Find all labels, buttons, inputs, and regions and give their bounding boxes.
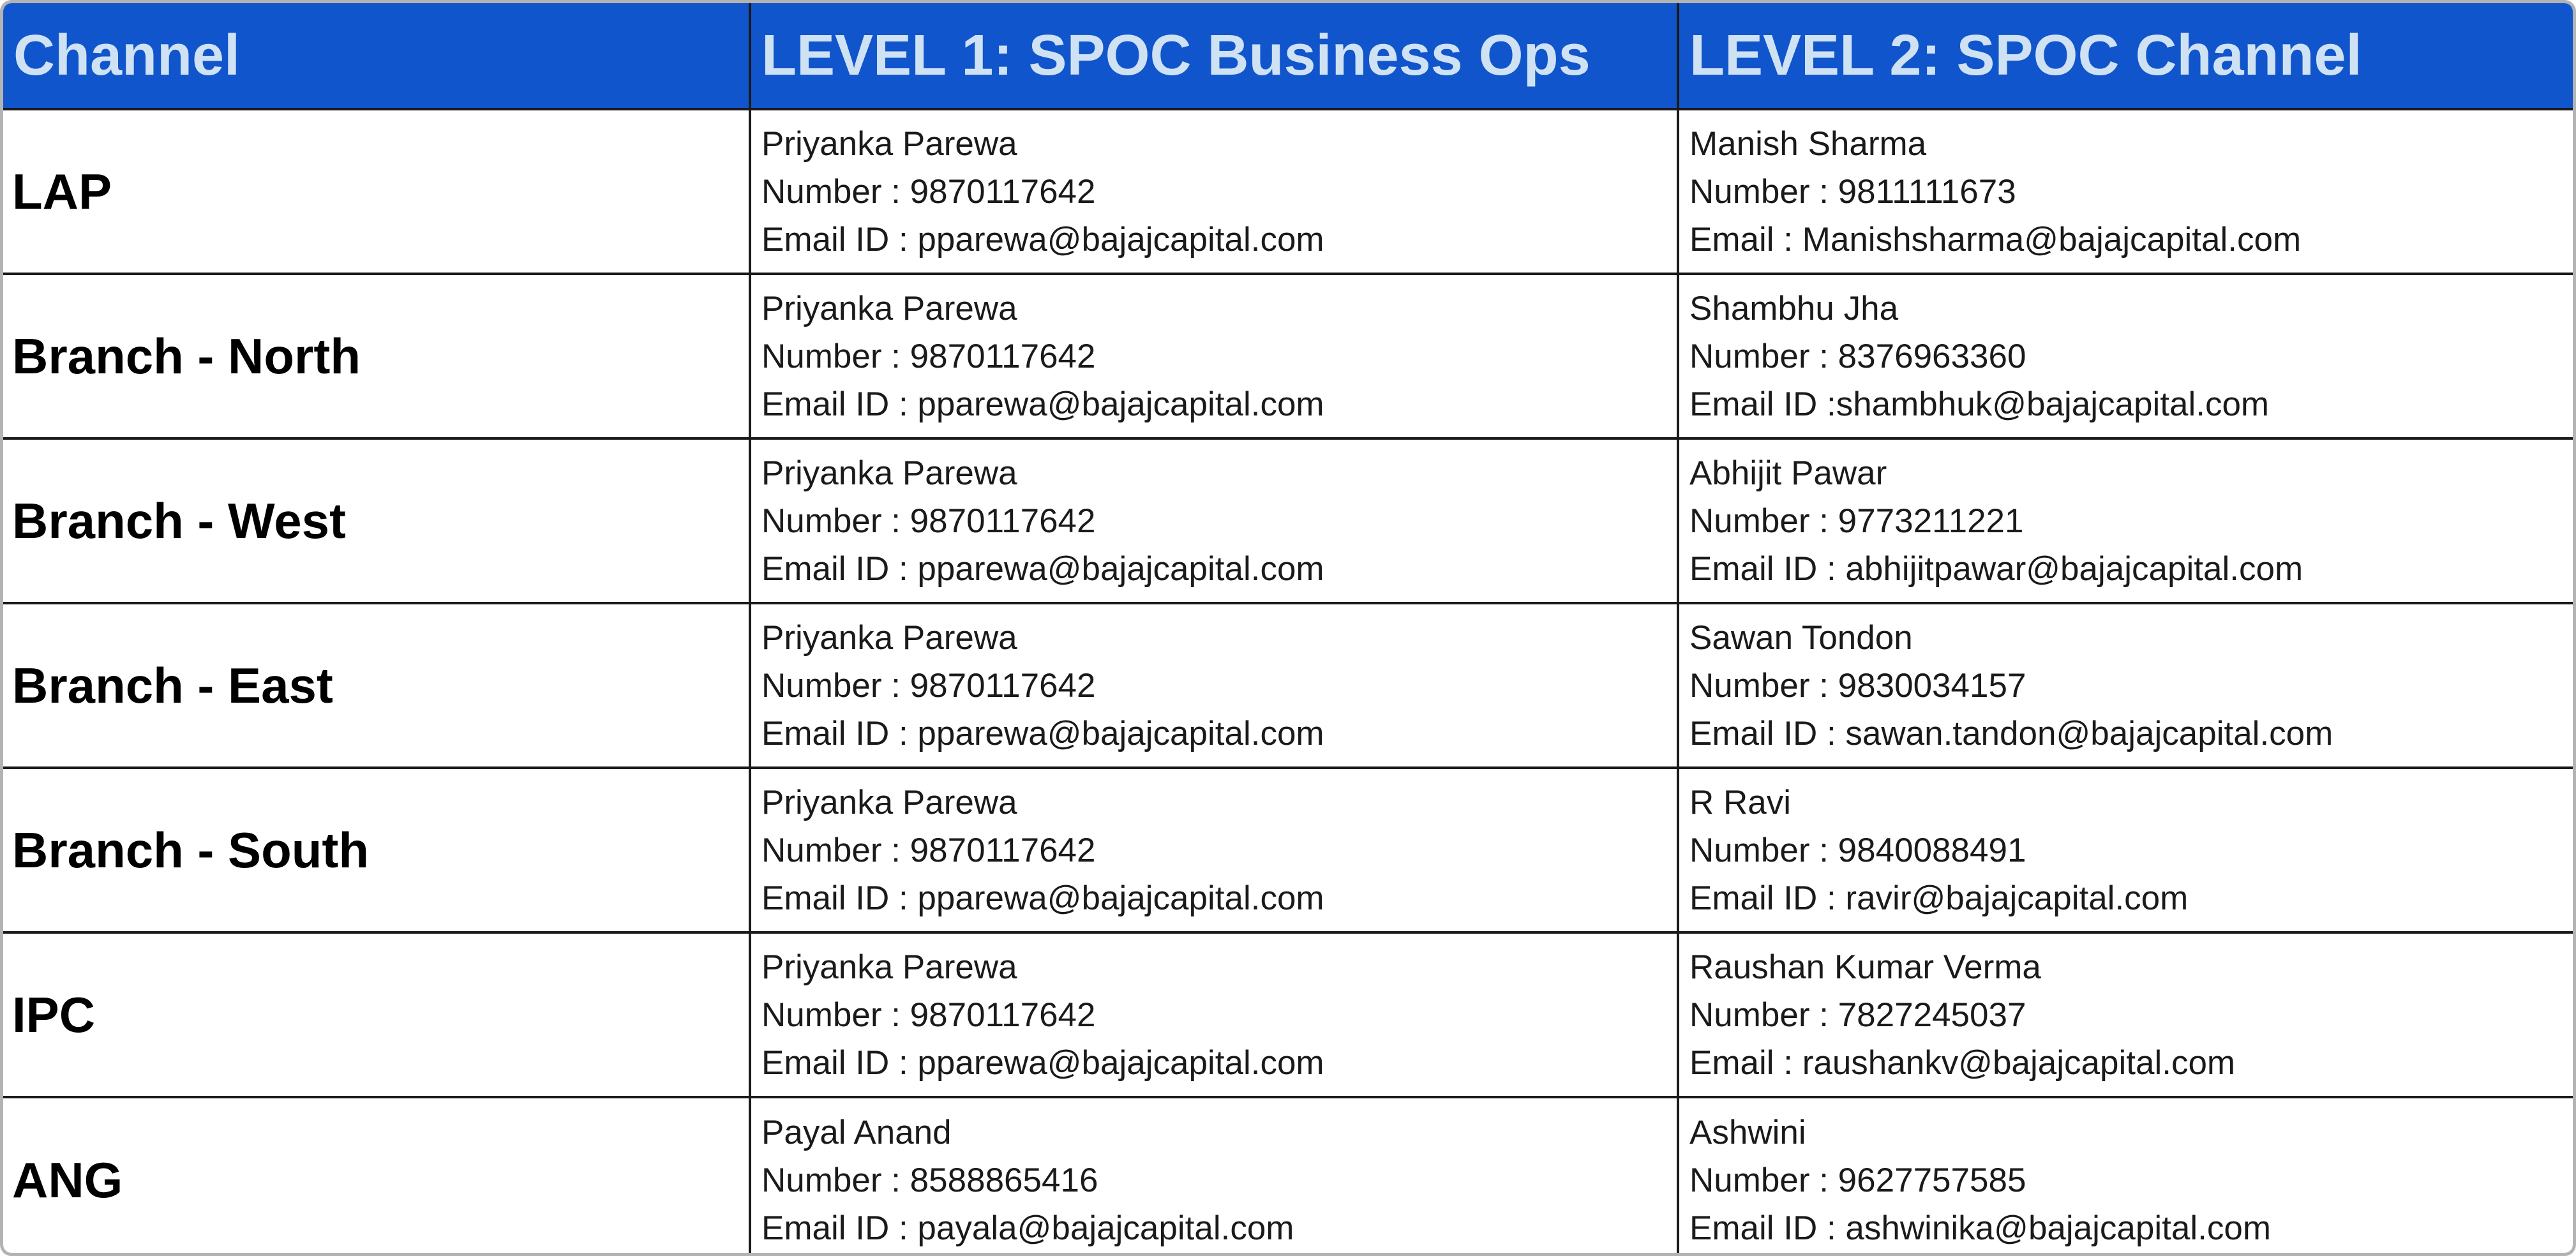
contact-email: Email ID : ashwinika@bajajcapital.com [1689,1209,2271,1247]
contact-number: Number : 9870117642 [761,172,1096,211]
table-row [3,274,2573,438]
contact-number: Number : 9830034157 [1689,666,2026,705]
contact-email: Email ID : pparewa@bajajcapital.com [761,1043,1324,1082]
level-1-contact-cell [750,1097,1678,1256]
contact-number: Number : 9870117642 [761,337,1096,375]
contact-name: Raushan Kumar Verma [1689,948,2041,986]
contact-name: Priyanka Parewa [761,124,1017,163]
level-2-contact-cell [1678,932,2573,1097]
level-1-contact-cell [750,932,1678,1097]
level-1-contact-cell [750,768,1678,932]
level-2-contact-cell [1678,1097,2573,1256]
contact-email: Email ID : payala@bajajcapital.com [761,1209,1294,1247]
table-row [3,768,2573,932]
table-row [3,438,2573,603]
channel-cell: Branch - West [3,438,750,603]
contact-name: R Ravi [1689,783,1792,821]
contact-number: Number : 9811111673 [1689,172,2016,211]
contact-name: Shambhu Jha [1689,289,1899,327]
level-2-contact-cell [1678,438,2573,603]
contact-name: Priyanka Parewa [761,618,1017,657]
table-row [3,932,2573,1097]
level-2-contact-cell [1678,109,2573,274]
contact-email: Email ID : pparewa@bajajcapital.com [761,879,1324,917]
level-1-contact-cell [750,274,1678,438]
channel-cell: LAP [3,109,750,274]
channel-cell: Branch - South [3,768,750,932]
header-row [3,3,2573,109]
contact-number: Number : 9870117642 [761,996,1096,1034]
contact-email: Email : Manishsharma@bajajcapital.com [1689,220,2302,258]
channel-cell: Branch - North [3,274,750,438]
level-2-contact-cell [1678,768,2573,932]
level-2-contact-cell [1678,603,2573,768]
contact-name: Ashwini [1689,1113,1806,1151]
contact-name: Priyanka Parewa [761,454,1017,492]
contact-name: Priyanka Parewa [761,289,1017,327]
spoc-contact-table [3,3,2573,1256]
channel-cell: IPC [3,932,750,1097]
contact-name: Abhijit Pawar [1689,454,1887,492]
contact-email: Email ID : ravir@bajajcapital.com [1689,879,2189,917]
contact-name: Priyanka Parewa [761,783,1017,821]
channel-cell: Branch - East [3,603,750,768]
contact-email: Email : raushankv@bajajcapital.com [1689,1043,2236,1082]
level-1-contact-cell [750,603,1678,768]
contact-name: Sawan Tondon [1689,618,1913,657]
contact-number: Number : 8376963360 [1689,337,2026,375]
contact-number: Number : 9773211221 [1689,502,2024,540]
contact-number: Number : 9840088491 [1689,831,2026,869]
contact-email: Email ID : pparewa@bajajcapital.com [761,220,1324,258]
contact-email: Email ID : abhijitpawar@bajajcapital.com [1689,550,2303,588]
contact-number: Number : 7827245037 [1689,996,2026,1034]
contact-number: Number : 9870117642 [761,831,1096,869]
contact-email: Email ID : pparewa@bajajcapital.com [761,385,1324,423]
level-2-contact-cell [1678,274,2573,438]
contact-email: Email ID : pparewa@bajajcapital.com [761,550,1324,588]
contact-name: Priyanka Parewa [761,948,1017,986]
level-1-contact-cell [750,438,1678,603]
contact-number: Number : 9627757585 [1689,1161,2026,1199]
contact-email: Email ID : sawan.tandon@bajajcapital.com [1689,714,2333,752]
contact-name: Payal Anand [761,1113,952,1151]
contact-number: Number : 8588865416 [761,1161,1098,1199]
table-header [3,3,2573,109]
table-row [3,603,2573,768]
contact-number: Number : 9870117642 [761,502,1096,540]
table-body [3,109,2573,1256]
header-channel: Channel [3,3,750,109]
contact-name: Manish Sharma [1689,124,1927,163]
contact-number: Number : 9870117642 [761,666,1096,705]
channel-cell: ANG [3,1097,750,1256]
header-level-1-spoc-business-ops: LEVEL 1: SPOC Business Ops [750,3,1678,109]
contact-email: Email ID : pparewa@bajajcapital.com [761,714,1324,752]
contact-email: Email ID :shambhuk@bajajcapital.com [1689,385,2270,423]
table-row [3,1097,2573,1256]
table-row [3,109,2573,274]
level-1-contact-cell [750,109,1678,274]
header-level-2-spoc-channel: LEVEL 2: SPOC Channel [1678,3,2573,109]
